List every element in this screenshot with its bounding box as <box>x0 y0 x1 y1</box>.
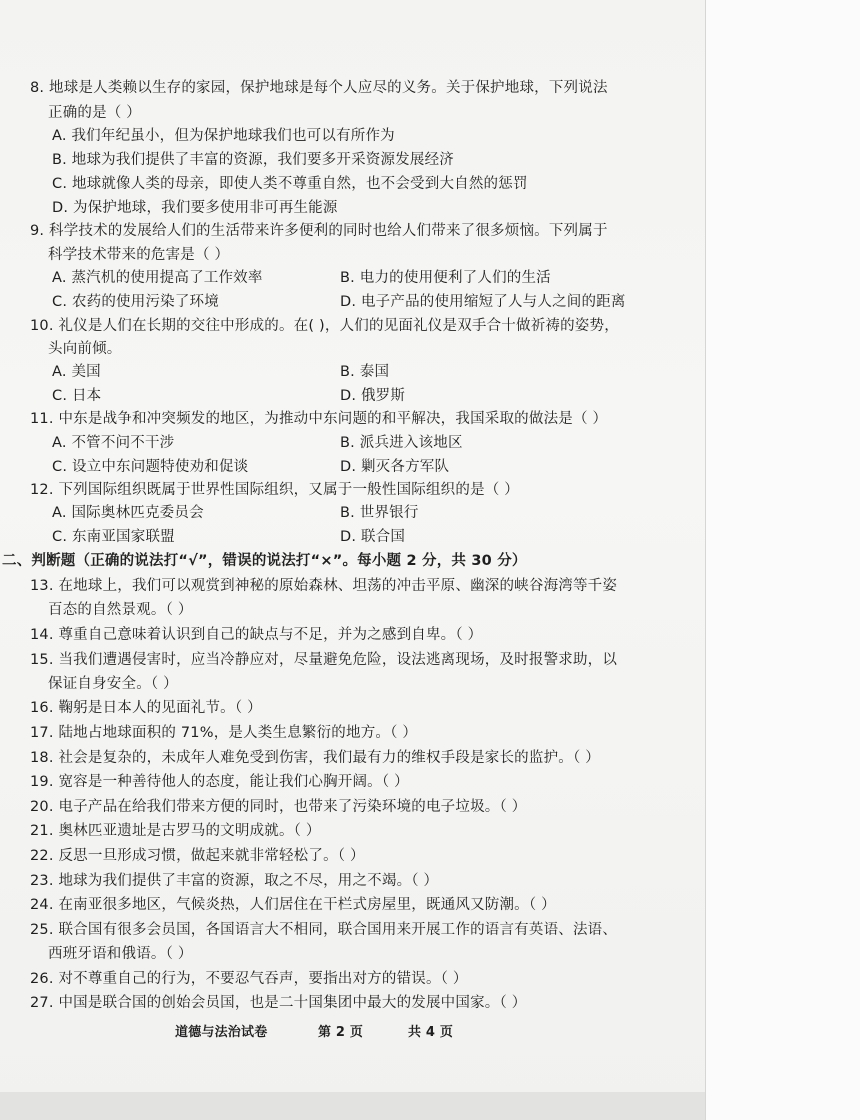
question-9-option-b: B. 电力的使用便利了人们的生活 <box>340 270 551 286</box>
question-9-option-d: D. 电子产品的使用缩短了人与人之间的距离 <box>340 294 626 310</box>
footer-page: 第 2 页 <box>318 1025 364 1040</box>
question-27: 27. 中国是联合国的创始会员国，也是二十国集团中最大的发展中国家。（ ） <box>30 995 527 1011</box>
question-11-option-d: D. 剿灭各方军队 <box>340 459 450 475</box>
question-21: 21. 奥林匹亚遗址是古罗马的文明成就。（ ） <box>30 823 321 839</box>
question-22: 22. 反思一旦形成习惯，做起来就非常轻松了。（ ） <box>30 848 365 864</box>
scan-bottom-edge <box>0 1092 705 1120</box>
question-23: 23. 地球为我们提供了丰富的资源，取之不尽，用之不竭。（ ） <box>30 873 439 889</box>
question-25-cont: 西班牙语和俄语。（ ） <box>48 946 193 962</box>
question-12-stem: 12. 下列国际组织既属于世界性国际组织，又属于一般性国际组织的是（ ） <box>30 482 519 498</box>
question-10-option-a: A. 美国 <box>52 364 101 380</box>
question-16: 16. 鞠躬是日本人的见面礼节。（ ） <box>30 700 262 716</box>
question-8-option-a: A. 我们年纪虽小，但为保护地球我们也可以有所作为 <box>52 128 395 144</box>
question-10-option-d: D. 俄罗斯 <box>340 388 406 404</box>
question-12-option-b: B. 世界银行 <box>340 505 419 521</box>
question-20: 20. 电子产品在给我们带来方便的同时，也带来了污染环境的电子垃圾。（ ） <box>30 799 527 815</box>
question-8-option-c: C. 地球就像人类的母亲，即使人类不尊重自然，也不会受到大自然的惩罚 <box>52 176 528 192</box>
question-8-option-b: B. 地球为我们提供了丰富的资源，我们要多开采资源发展经济 <box>52 152 454 168</box>
section-2-heading: 二、判断题（正确的说法打“√”，错误的说法打“×”。每小题 2 分，共 30 分） <box>2 553 527 569</box>
question-11-option-b: B. 派兵进入该地区 <box>340 435 463 451</box>
question-9-option-c: C. 农药的使用污染了环境 <box>52 294 219 310</box>
question-15: 15. 当我们遭遇侵害时，应当冷静应对，尽量避免危险，设法逃离现场，及时报警求助，以 <box>30 652 618 668</box>
question-11-option-c: C. 设立中东问题特使劝和促谈 <box>52 459 249 475</box>
question-10-stem-cont: 头向前倾。 <box>48 341 122 357</box>
question-11-option-a: A. 不管不问不干涉 <box>52 435 175 451</box>
question-10-stem: 10. 礼仪是人们在长期的交往中形成的。在( )，人们的见面礼仪是双手合十做祈祷的姿势， <box>30 318 619 334</box>
question-11-stem: 11. 中东是战争和冲突频发的地区，为推动中东问题的和平解决，我国采取的做法是（ ） <box>30 411 608 427</box>
question-9-stem: 9. 科学技术的发展给人们的生活带来许多便利的同时也给人们带来了很多烦恼。下列属于 <box>30 223 608 239</box>
question-8-option-d: D. 为保护地球，我们要多使用非可再生能源 <box>52 200 338 216</box>
question-8-stem-cont: 正确的是（ ） <box>48 105 142 121</box>
question-13: 13. 在地球上，我们可以观赏到神秘的原始森林、坦荡的冲击平原、幽深的峡谷海湾等千姿 <box>30 578 618 594</box>
question-15-cont: 保证自身安全。（ ） <box>48 676 178 692</box>
question-13-cont: 百态的自然景观。（ ） <box>48 602 193 618</box>
question-12-option-c: C. 东南亚国家联盟 <box>52 529 175 545</box>
footer-title: 道德与法治试卷 <box>175 1025 268 1040</box>
question-14: 14. 尊重自己意味着认识到自己的缺点与不足，并为之感到自卑。（ ） <box>30 627 483 643</box>
question-9-option-a: A. 蒸汽机的使用提高了工作效率 <box>52 270 263 286</box>
scan-margin <box>705 0 860 1120</box>
question-17: 17. 陆地占地球面积的 71%，是人类生息繁衍的地方。（ ） <box>30 725 418 741</box>
question-19: 19. 宽容是一种善待他人的态度，能让我们心胸开阔。（ ） <box>30 774 409 790</box>
question-9-stem-cont: 科学技术带来的危害是（ ） <box>48 247 230 263</box>
question-18: 18. 社会是复杂的，未成年人难免受到伤害，我们最有力的维权手段是家长的监护。（ ） <box>30 750 600 766</box>
question-26: 26. 对不尊重自己的行为，不要忍气吞声，要指出对方的错误。（ ） <box>30 971 468 987</box>
question-8-stem: 8. 地球是人类赖以生存的家园，保护地球是每个人应尽的义务。关于保护地球，下列说法 <box>30 80 608 96</box>
question-12-option-d: D. 联合国 <box>340 529 406 545</box>
question-24: 24. 在南亚很多地区，气候炎热，人们居住在干栏式房屋里，既通风又防潮。（ ） <box>30 897 556 913</box>
footer-total: 共 4 页 <box>408 1025 454 1040</box>
question-25: 25. 联合国有很多会员国，各国语言大不相同，联合国用来开展工作的语言有英语、法语、 <box>30 922 618 938</box>
question-12-option-a: A. 国际奥林匹克委员会 <box>52 505 204 521</box>
question-10-option-b: B. 泰国 <box>340 364 390 380</box>
question-10-option-c: C. 日本 <box>52 388 102 404</box>
